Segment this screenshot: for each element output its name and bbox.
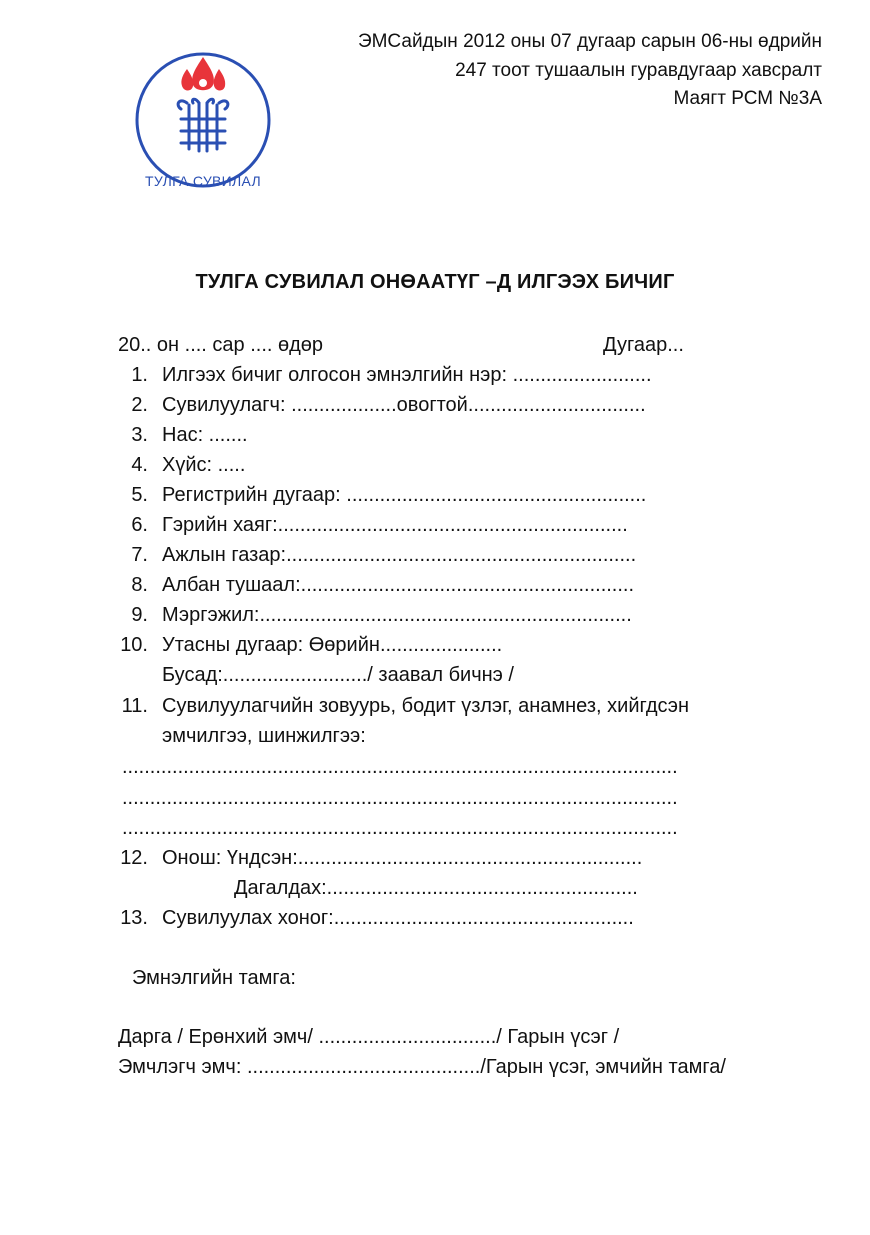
- doctor-signature-line: Эмчлэгч эмч: ........................................../Гарын үсэг, эмчийн тамга/: [118, 1056, 726, 1078]
- item-number: 8.: [131, 574, 148, 596]
- item-number: 4.: [131, 454, 148, 476]
- item-number: 6.: [131, 514, 148, 536]
- item-number: 9.: [131, 604, 148, 626]
- blank-line: ....................................................................................................: [122, 817, 678, 839]
- form-item-line: Ажлын газар:...............................................................: [162, 544, 637, 566]
- form-item-line: Хүйс: .....: [162, 454, 246, 476]
- item-number: 1.: [131, 364, 148, 386]
- form-item-line: Сувилуулагч: ...................овогтой................................: [162, 394, 646, 416]
- header-form-code: Маягт РСМ №3А: [673, 88, 822, 109]
- complaint-label-line2: эмчилгээ, шинжилгээ:: [162, 725, 366, 747]
- header-order-line: ЭМСайдын 2012 оны 07 дугаар сарын 06-ны өдрийн: [357, 31, 822, 52]
- treatment-days-line: Сувилуулах хоног:......................................................: [162, 907, 634, 929]
- hospital-stamp-label: Эмнэлгийн тамга:: [132, 967, 296, 989]
- item-number: 3.: [131, 424, 148, 446]
- form-item-line: Утасны дугаар: Өөрийн......................: [162, 634, 503, 656]
- item-number: 10.: [120, 634, 148, 656]
- item-number: 12.: [120, 847, 148, 869]
- diagnosis-main-line: Онош: Үндсэн:..............................................................: [162, 847, 643, 869]
- blank-line: ....................................................................................................: [122, 787, 678, 809]
- item-number: 7.: [131, 544, 148, 566]
- logo-emblem-icon: [135, 47, 271, 193]
- form-item-line: Илгээх бичиг олгосон эмнэлгийн нэр: .........................: [162, 364, 652, 386]
- item-number: 5.: [131, 484, 148, 506]
- form-item-line: Албан тушаал:............................................................: [162, 574, 635, 596]
- date-line: 20.. он .... сар .... өдөр: [118, 334, 324, 356]
- complaint-label-line1: Сувилуулагчийн зовуурь, бодит үзлэг, анамнез, хийгдсэн: [162, 695, 690, 717]
- blank-line: ....................................................................................................: [122, 756, 678, 778]
- item-number: 2.: [131, 394, 148, 416]
- tulga-suvilal-logo: [135, 47, 271, 193]
- item-number: 11.: [121, 695, 148, 717]
- diagnosis-secondary-line: Дагалдах:........................................................: [234, 877, 638, 899]
- form-item-line: Мэргэжил:...................................................................: [162, 604, 632, 626]
- director-signature-line: Дарга / Ерөнхий эмч/ ................................/ Гарын үсэг /: [118, 1026, 620, 1048]
- item-number: 13.: [120, 907, 148, 929]
- form-item-line: Регистрийн дугаар: ......................................................: [162, 484, 647, 506]
- phone-other-line: Бусад:........................../ заавал бичнэ /: [162, 664, 514, 686]
- form-item-line: Гэрийн хаяг:...............................................................: [162, 514, 628, 536]
- logo-text: ТУЛГА СУВИЛАЛ: [145, 173, 261, 189]
- header-appendix-line: 247 тоот тушаалын гуравдугаар хавсралт: [455, 60, 822, 81]
- document-number: Дугаар...: [603, 334, 684, 356]
- form-item-line: Нас: .......: [162, 424, 248, 446]
- document-title: ТУЛГА СУВИЛАЛ ОНӨААТҮГ –Д ИЛГЭЭХ БИЧИГ: [195, 271, 675, 293]
